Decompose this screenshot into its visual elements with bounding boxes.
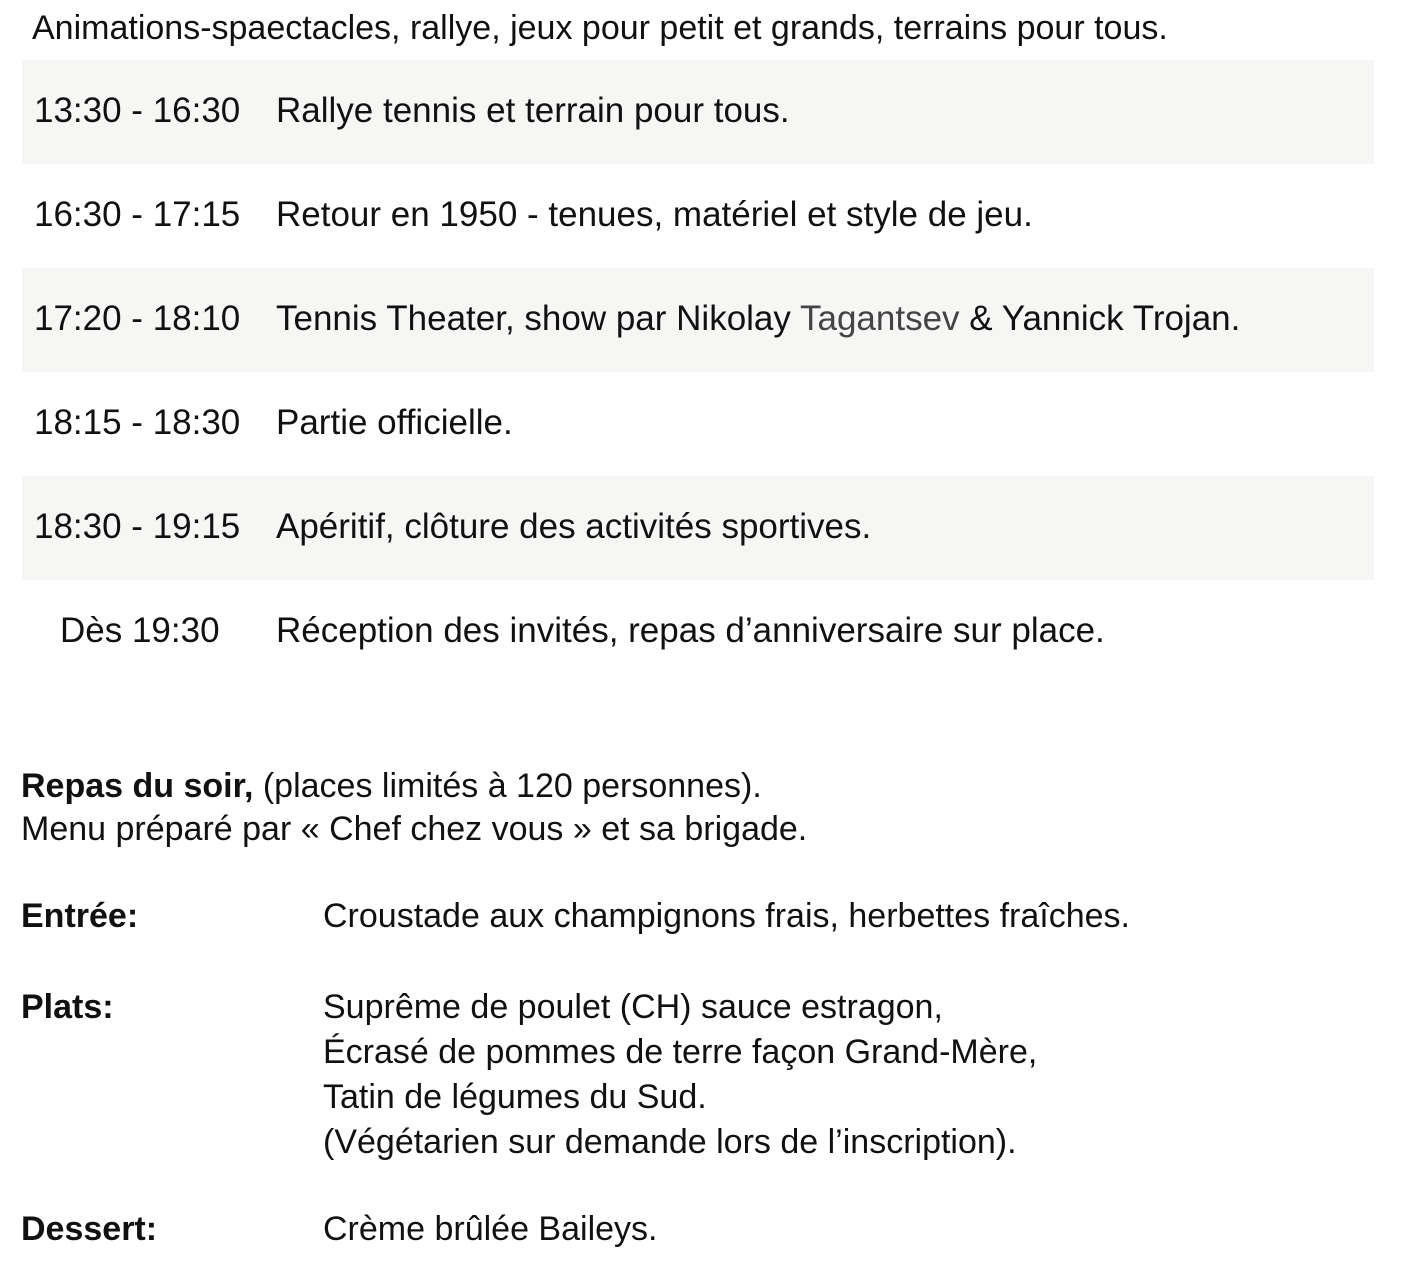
schedule-row (22, 372, 1374, 476)
schedule-description: Réception des invités, repas d’anniversaire sur place. (276, 611, 1105, 650)
schedule-description: Retour en 1950 - tenues, matériel et style de jeu. (276, 195, 1033, 234)
menu-line: Tatin de légumes du Sud. (323, 1078, 707, 1116)
schedule-description: Apéritif, clôture des activités sportives. (276, 507, 872, 546)
meal-note: (places limités à 120 personnes). (253, 767, 762, 805)
schedule-time: Dès 19:30 (60, 611, 220, 650)
schedule-row (22, 580, 1374, 684)
meal-title: Repas du soir, (21, 767, 254, 805)
schedule-description: Partie officielle. (276, 403, 513, 442)
intro-text: Animations-spaectacles, rallye, jeux pour petit et grands, terrains pour tous. (32, 9, 1168, 47)
schedule-row (22, 268, 1374, 372)
meal-subtitle: Menu préparé par « Chef chez vous » et sa brigade. (21, 810, 808, 848)
schedule-time: 18:15 - 18:30 (34, 403, 241, 442)
schedule-time: 17:20 - 18:10 (34, 299, 241, 338)
meal-title-line (21, 765, 807, 808)
schedule-row (22, 164, 1374, 268)
menu-line: Croustade aux champignons frais, herbettes fraîches. (323, 897, 1130, 935)
menu-plats-value (323, 985, 1037, 1165)
meal-header (21, 765, 807, 851)
schedule-description: Rallye tennis et terrain pour tous. (276, 91, 790, 130)
menu-dessert-value (323, 1207, 657, 1252)
schedule-description-part: Tennis Theater, show par Nikolay (276, 299, 800, 338)
menu-dessert-label: Dessert: (21, 1210, 158, 1248)
performer-name: Tagantsev (800, 299, 960, 338)
schedule-time: 18:30 - 19:15 (34, 507, 241, 546)
schedule-row (22, 60, 1374, 164)
menu-line: Écrasé de pommes de terre façon Grand-Mère, (323, 1033, 1038, 1071)
menu-line: Crème brûlée Baileys. (323, 1210, 658, 1248)
menu-entree-label: Entrée: (21, 897, 139, 935)
schedule-row (22, 476, 1374, 580)
menu-entree-value (323, 894, 1130, 939)
menu-plats-label: Plats: (21, 988, 114, 1026)
schedule-table (22, 60, 1374, 684)
menu-line: Suprême de poulet (CH) sauce estragon, (323, 988, 943, 1026)
schedule-description-part: & Yannick Trojan. (959, 299, 1241, 338)
menu-line: (Végétarien sur demande lors de l’inscription). (323, 1123, 1017, 1161)
schedule-time: 16:30 - 17:15 (34, 195, 241, 234)
schedule-time: 13:30 - 16:30 (34, 91, 241, 130)
schedule-description (276, 299, 1240, 339)
